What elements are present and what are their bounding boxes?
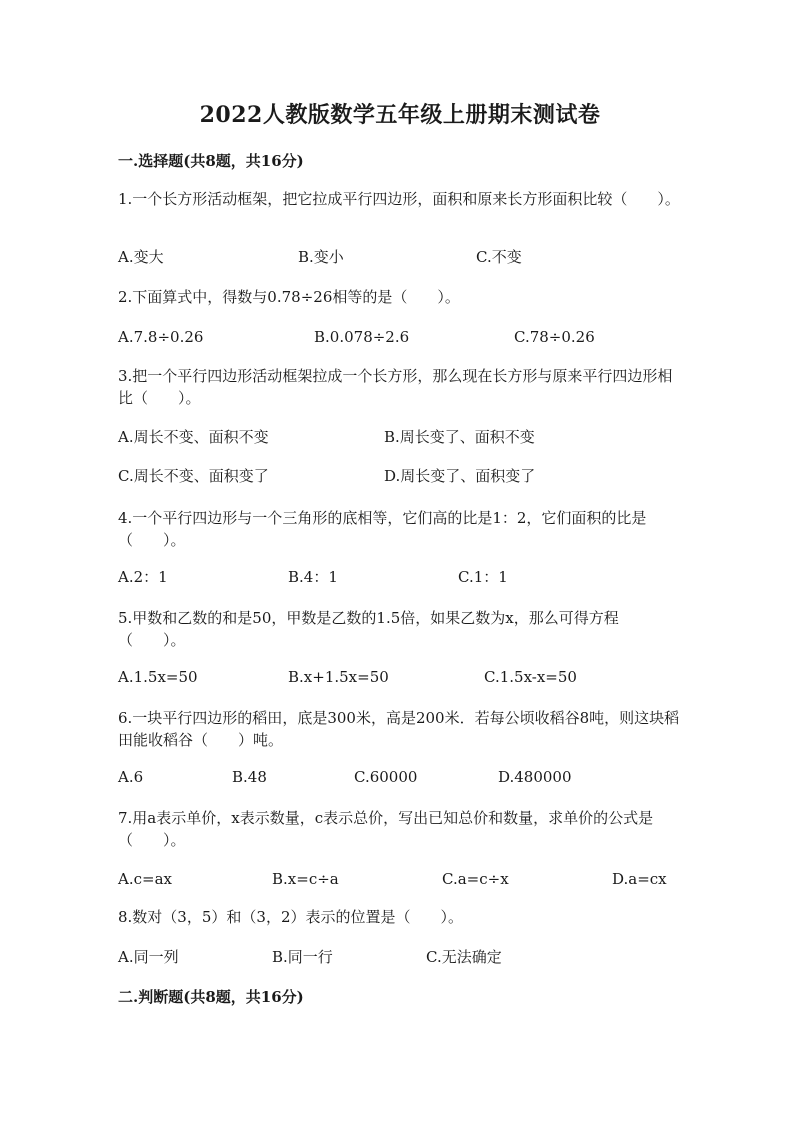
option-a: A.周长不变、面积不变 <box>118 428 269 446</box>
question-4-options <box>118 566 688 588</box>
option-c: C.a=c÷x <box>442 870 509 888</box>
option-c: C.1：1 <box>458 568 508 586</box>
question-6-stem: 6.一块平行四边形的稻田，底是300米，高是200米．若每公顷收稻谷8吨，则这块稻田能收稻谷（ ）吨。 <box>118 709 680 749</box>
option-a: A.1.5x=50 <box>118 668 198 686</box>
question-2-stem: 2.下面算式中，得数与0.78÷26相等的是（ ）。 <box>118 288 460 306</box>
option-a: A.同一列 <box>118 948 179 966</box>
option-a: A.变大 <box>118 248 164 266</box>
question-2-options <box>118 326 688 348</box>
page-title: 2022人教版数学五年级上册期末测试卷 <box>199 102 601 128</box>
option-a: A.7.8÷0.26 <box>118 328 204 346</box>
option-a: A.6 <box>118 768 144 786</box>
question-5-stem: 5.甲数和乙数的和是50，甲数是乙数的1.5倍，如果乙数为x，那么可得方程（ ）。 <box>118 609 619 649</box>
question-1-stem: 1.一个长方形活动框架，把它拉成平行四边形，面积和原来长方形面积比较（ ）。 <box>118 190 680 208</box>
section-heading-true-false: 二.判断题(共8题，共16分) <box>118 988 304 1006</box>
question-1-options <box>118 246 688 268</box>
option-a: A.c=ax <box>118 870 172 888</box>
question-4-stem: 4.一个平行四边形与一个三角形的底相等，它们高的比是1：2，它们面积的比是（ ）。 <box>118 509 647 549</box>
option-b: B.4：1 <box>288 568 338 586</box>
question-3-stem: 3.把一个平行四边形活动框架拉成一个长方形，那么现在长方形与原来平行四边形相比（ ）。 <box>118 367 673 407</box>
question-8-options <box>118 946 688 968</box>
option-b: B.x=c÷a <box>272 870 339 888</box>
option-b: B.变小 <box>298 248 344 266</box>
option-d: D.周长变了、面积变了 <box>384 467 536 485</box>
option-b: B.x+1.5x=50 <box>288 668 389 686</box>
question-3-options-row-2 <box>118 465 688 487</box>
option-c: C.不变 <box>476 248 522 266</box>
option-a: A.2：1 <box>118 568 168 586</box>
option-b: B.周长变了、面积不变 <box>384 428 535 446</box>
question-8-stem: 8.数对（3，5）和（3，2）表示的位置是（ ）。 <box>118 908 463 926</box>
question-3-options-row-1 <box>118 426 688 448</box>
option-b: B.48 <box>232 768 267 786</box>
option-c: C.1.5x-x=50 <box>484 668 577 686</box>
question-7-options <box>118 868 688 890</box>
option-c: C.周长不变、面积变了 <box>118 467 269 485</box>
option-b: B.同一行 <box>272 948 333 966</box>
option-d: D.a=cx <box>612 870 667 888</box>
option-b: B.0.078÷2.6 <box>314 328 410 346</box>
option-c: C.60000 <box>354 768 418 786</box>
question-5-options <box>118 666 688 688</box>
question-6-options <box>118 766 688 788</box>
option-d: D.480000 <box>498 768 572 786</box>
option-c: C.78÷0.26 <box>514 328 595 346</box>
question-7-stem: 7.用a表示单价，x表示数量，c表示总价，写出已知总价和数量，求单价的公式是（ ）。 <box>118 809 654 849</box>
section-heading-multiple-choice: 一.选择题(共8题，共16分) <box>118 152 304 170</box>
option-c: C.无法确定 <box>426 948 502 966</box>
